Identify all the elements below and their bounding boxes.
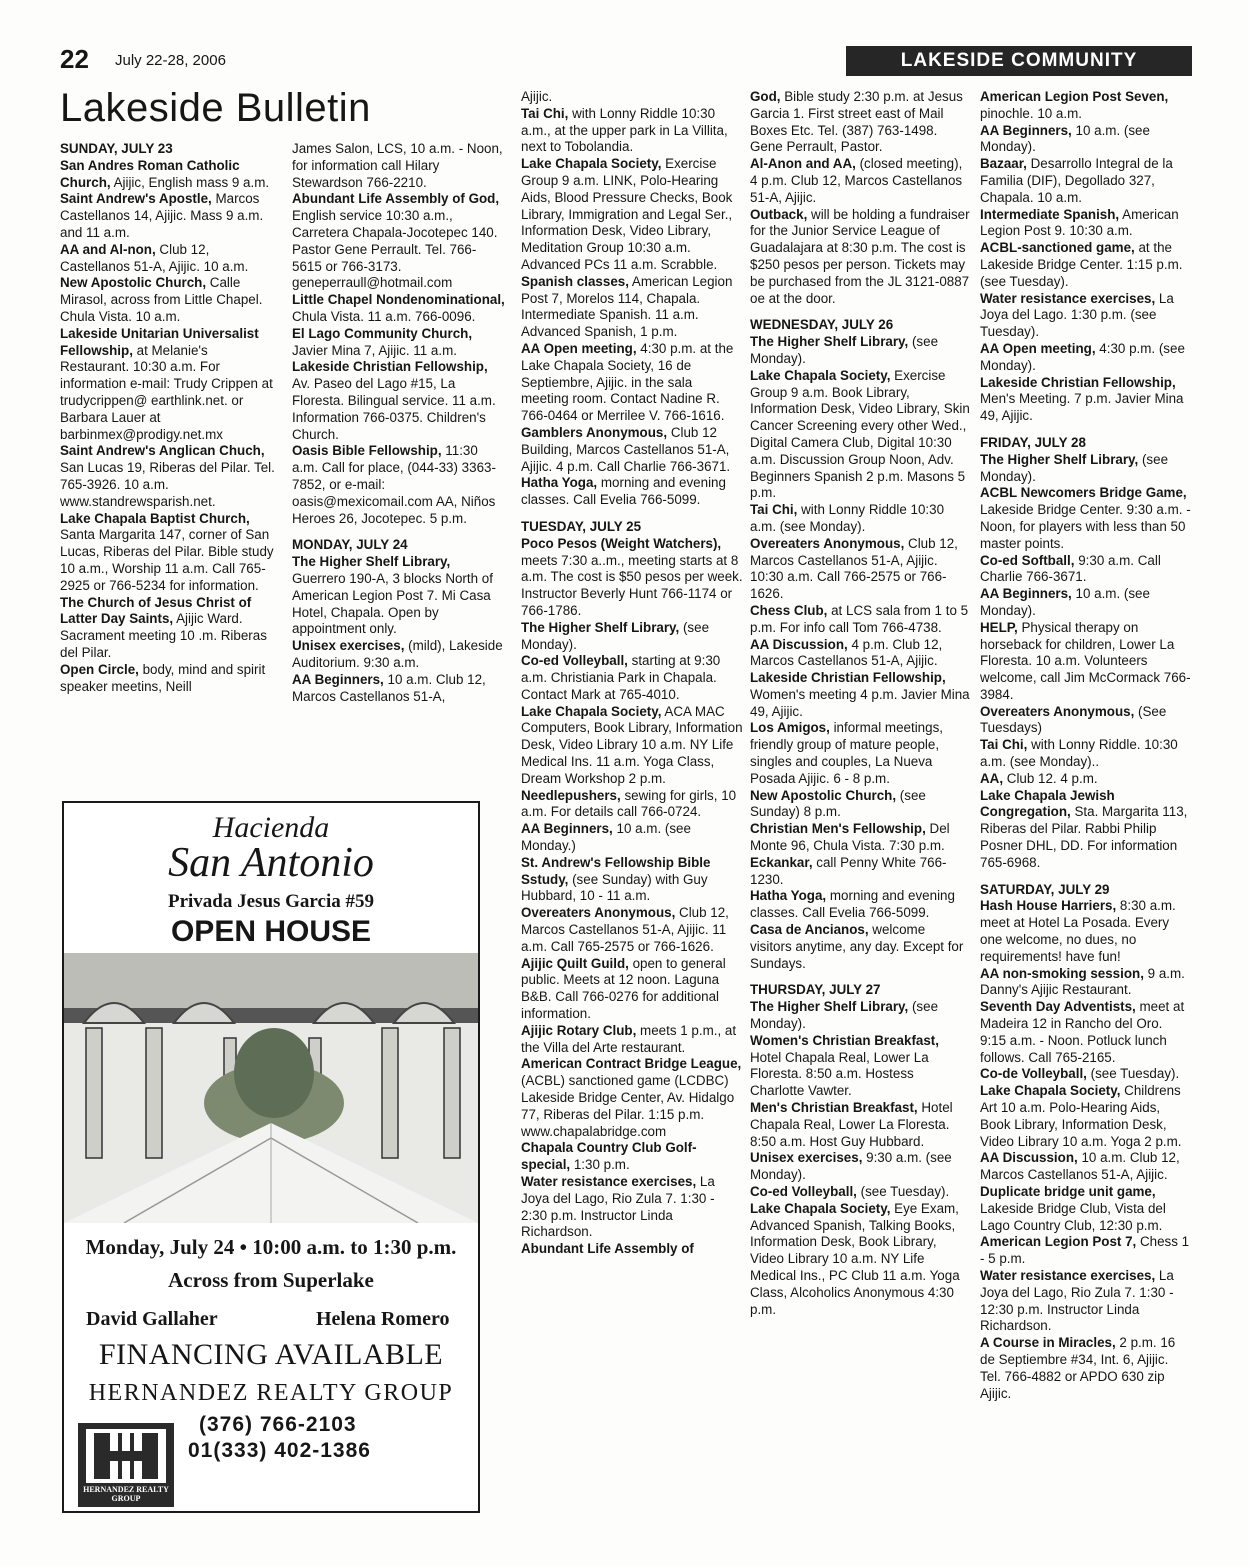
event-name: American Contract Bridge League, — [521, 1056, 742, 1072]
bulletin-entry — [521, 821, 743, 855]
bulletin-entry — [750, 670, 970, 720]
event-name: Al-Anon and AA, — [750, 156, 856, 172]
bulletin-entry — [60, 158, 278, 192]
event-details: Ajijic Ward. Sacrament meeting 10 .m. Riberas del Pilar. — [60, 611, 267, 660]
event-details: ACA MAC Computers, Book Library, Information Desk, Video Library 10 a.m. NY Life Medical Ins. 11 a.m. Yoga Class, Dream Workshop 2 p.m. — [521, 703, 743, 786]
bulletin-column-4 — [750, 89, 970, 1534]
bulletin-entry — [292, 292, 506, 326]
event-details: Hotel Chapala Real, Lower La Floresta. 8:50 a.m. Hostess Charlotte Vawter. — [750, 1049, 929, 1099]
section-banner: LAKESIDE COMMUNITY — [846, 46, 1192, 76]
event-details: body, mind and spirit speaker meetins, Neill — [60, 661, 266, 694]
event-details: (see Monday). — [980, 451, 1169, 484]
event-details: Sta. Margarita 113, Riberas del Pilar. Rabbi Philip Posner DHL, DD. For information 765-6968. — [980, 804, 1188, 870]
event-details: Ajijic, English mass 9 a.m. — [110, 174, 270, 190]
bulletin-entry — [980, 1335, 1192, 1402]
bulletin-entry — [521, 536, 743, 620]
bulletin-entry — [292, 672, 506, 706]
hacienda-ad — [62, 801, 480, 1513]
bulletin-column-3 — [521, 89, 743, 1534]
event-name: AA Discussion, — [980, 1150, 1078, 1166]
ad-financing: FINANCING AVAILABLE — [98, 1338, 444, 1371]
day-heading: THURSDAY, JULY 27 — [750, 982, 881, 998]
event-name: San Andres Roman Catholic Church, — [60, 157, 240, 190]
event-details: 10 a.m. (see Monday). — [980, 122, 1150, 155]
event-details: (see Monday). — [750, 334, 939, 366]
event-name: Lake Chapala Society, — [750, 367, 891, 383]
bulletin-entry — [980, 1184, 1192, 1234]
bulletin-entry — [750, 1201, 970, 1319]
ad-brand-line1: Hacienda — [212, 811, 330, 844]
event-details: Bible study 2:30 p.m. at Jesus Garcia 1. First street east of Mail Boxes Etc. Tel. (387) 763-1498. Gene Perrault, Pastor. — [750, 89, 963, 155]
bulletin-entry — [292, 554, 506, 638]
event-details: Exercise Group 9 a.m. LINK, Polo-Hearing Aids, Blood Pressure Checks, Book Library, Immigration and Legal Ser., Information Desk, Video Library, Meditation Group 10:30 a.m. Advanced PCs 11 a.m. Scrabble. — [521, 156, 733, 272]
day-heading: SUNDAY, JULY 23 — [60, 141, 173, 156]
ad-agent-1: David Gallaher — [86, 1308, 218, 1330]
event-details: Santa Margarita 147, corner of San Lucas, Riberas del Pilar. Bible study 10 a.m., Worship 11 a.m. Call 765-2925 or 766-5234 for information. — [60, 527, 274, 593]
event-details: Calle Mirasol, across from Little Chapel. Chula Vista. 10 a.m. — [60, 275, 263, 324]
bulletin-entry — [980, 788, 1192, 872]
bulletin-entry — [980, 1150, 1192, 1184]
event-details: with Lonny Riddle. 10:30 a.m. (see Monday).. — [980, 737, 1178, 770]
event-details: 8:30 a.m. meet at Hotel La Posada. Every one welcome, no dues, no requirements! have fun! — [980, 898, 1176, 964]
bulletin-entry — [521, 1241, 743, 1258]
event-name: Intermediate Spanish, — [980, 206, 1120, 222]
day-heading: SATURDAY, JULY 29 — [980, 881, 1110, 897]
bulletin-column-1 — [60, 141, 278, 781]
event-name: The Church of Jesus Christ of Latter Day Saints, — [60, 594, 252, 627]
event-details: Eye Exam, Advanced Spanish, Talking Books, Information Desk, Book Library, Video Library 10 a.m. NY Life Medical Ins., PC Club 11 a.m. Yoga Class, Alcoholics Anonymous 4:30 p.m. — [750, 1200, 960, 1317]
event-name: AA Open meeting, — [980, 340, 1096, 356]
event-details: American Legion Post 7, Morelos 114, Chapala. Intermediate Spanish. 11 a.m. Advanced Spanish, 1 p.m. — [521, 273, 733, 340]
event-name: The Higher Shelf Library, — [750, 999, 909, 1015]
bulletin-entry — [60, 595, 278, 662]
event-name: AA, — [980, 770, 1004, 786]
bulletin-entry — [60, 191, 278, 241]
event-details: (closed meeting), 4 p.m. Club 12, Marcos Castellanos 51-A, Ajijic. — [750, 156, 963, 205]
bulletin-entry — [980, 341, 1192, 375]
event-details: 1:30 p.m. — [570, 1157, 630, 1173]
event-name: HELP, — [980, 619, 1018, 635]
bulletin-entry — [521, 274, 743, 341]
event-name: Lakeside Unitarian Universalist Fellowship, — [60, 325, 259, 358]
event-name: New Apostolic Church, — [750, 787, 897, 803]
event-details: Chula Vista. 11 a.m. 766-0096. — [292, 308, 476, 324]
event-details: 10 a.m. (see Monday.) — [521, 821, 691, 854]
event-details: starting at 9:30 a.m. Christiania Park in Chapala. Contact Mark at 765-4010. — [521, 653, 721, 702]
event-details: Desarrollo Integral de la Familia (DIF), Degollado 327, Chapala. 10 a.m. — [980, 156, 1173, 205]
event-details: Guerrero 190-A, 3 blocks North of American Legion Post 7. Mi Casa Hotel, Chapala. Open by appointment only. — [292, 570, 493, 637]
event-details: Men's Meeting. 7 p.m. Javier Mina 49, Ajijic. — [980, 391, 1184, 424]
bulletin-entry — [750, 855, 970, 889]
ad-address: Privada Jesus Garcia #59 — [167, 891, 374, 912]
event-name: AA Beginners, — [521, 821, 613, 837]
day-heading: FRIDAY, JULY 28 — [980, 434, 1086, 450]
event-details: Club 12, Castellanos 51-A, Ajijic. 10 a.m. — [60, 241, 249, 274]
bulletin-entry — [750, 1184, 970, 1201]
event-details: meets 1 p.m., at the Villa del Arte restaurant. — [521, 1022, 737, 1055]
bulletin-entry — [980, 966, 1192, 1000]
event-details: with Lonny Riddle 10:30 a.m. (see Monday). — [750, 502, 945, 534]
event-details: informal meetings, friendly group of mature people, singles and couples, La Nueva Posada Ajijic. 6 - 8 p.m. — [750, 720, 943, 786]
event-name: New Apostolic Church, — [60, 275, 207, 291]
bulletin-entry — [292, 326, 506, 360]
event-name: Abundant Life Assembly of God, — [292, 191, 500, 207]
bulletin-entry — [60, 326, 278, 444]
bulletin-entry — [980, 737, 1192, 771]
event-details: will be holding a fundraiser for the Junior Service League of Guadalajara at 8:30 p.m. The cost is $250 pesos per person. Tickets may be purchased from the JL 3121-0887 oe at the door. — [750, 206, 970, 306]
event-name: Poco Pesos (Weight Watchers), — [521, 535, 722, 551]
event-name: Unisex exercises, — [750, 1150, 863, 1166]
logo-text: HERNANDEZ REALTY GROUP — [83, 1485, 169, 1503]
event-name: Outback, — [750, 206, 808, 222]
event-name: Little Chapel Nondenominational, — [292, 292, 505, 308]
event-details: Club 12. 4 p.m. — [1003, 770, 1098, 786]
event-details: with Lonny Riddle 10:30 a.m., at the upper park in La Villita, next to Tobolandia. — [521, 105, 728, 155]
bulletin-entry — [521, 1140, 743, 1174]
bulletin-entry — [980, 1066, 1192, 1083]
event-details: Ajijic. — [521, 89, 553, 104]
event-details: Del Monte 96, Chula Vista. 7:30 p.m. — [750, 821, 950, 854]
event-details: (see Sunday) with Guy Hubbard, 10 - 11 a.m. — [521, 871, 708, 904]
event-details: at Melanie's Restaurant. 10:30 a.m. For information e-mail: Trudy Crippen at trudycrippen@ earthlink.net. or Barbara Lauer at barbinmex@prodigy.net.mx — [60, 342, 273, 442]
event-name: Chess Club, — [750, 602, 828, 618]
event-name: Chapala Country Club Golf-special, — [521, 1140, 697, 1173]
bulletin-entry — [521, 653, 743, 703]
event-name: Seventh Day Adventists, — [980, 999, 1136, 1015]
event-name: Lakeside Christian Fellowship, — [750, 670, 946, 686]
event-details: (see Monday). — [521, 619, 710, 652]
event-name: Lakeside Christian Fellowship, — [980, 374, 1176, 390]
bulletin-entry — [521, 475, 743, 509]
event-details: 11:30 a.m. Call for place, (044-33) 3363-7852, or e-mail: oasis@mexicomail.com AA, Niños Heroes 26, Jocotepec. 5 p.m. — [292, 443, 496, 526]
event-name: Lake Chapala Society, — [521, 703, 662, 719]
ad-headline: OPEN HOUSE — [170, 915, 372, 948]
event-name: Co-ed Softball, — [980, 552, 1075, 568]
event-name: Hash House Harriers, — [980, 898, 1117, 914]
event-name: Saint Andrew's Apostle, — [60, 191, 212, 207]
bulletin-entry — [521, 1174, 743, 1241]
event-details: sewing for girls, 10 a.m. For details call 766-0724. — [521, 787, 737, 820]
event-details: open to general public. Meets at 12 noon. Laguna B&B. Call 766-0276 for additional information. — [521, 955, 726, 1022]
event-details: La Joya del Lago, Rio Zula 7. 1:30 - 12:30 p.m. Instructor Linda Richardson. — [980, 1267, 1174, 1334]
event-name: American Legion Post Seven, — [980, 89, 1169, 104]
bulletin-column-5 — [980, 89, 1192, 1534]
bulletin-column-2 — [292, 141, 506, 781]
ad-brand-line2: San Antonio — [168, 840, 374, 886]
bulletin-entry — [750, 1100, 970, 1150]
bulletin-entry — [980, 704, 1192, 738]
bulletin-entry — [980, 156, 1192, 206]
event-name: Hatha Yoga, — [521, 475, 598, 491]
event-details: English service 10:30 a.m., Carretera Chapala-Jocotepec 140. Pastor Gene Perrault. Tel. 766-5615 or 766-3173. geneperraull@hotmail.com — [292, 208, 498, 291]
event-name: Lake Chapala Baptist Church, — [60, 510, 250, 526]
event-name: The Higher Shelf Library, — [980, 451, 1139, 467]
ad-company: HERNANDEZ REALTY GROUP — [88, 1380, 454, 1406]
bulletin-entry — [750, 888, 970, 922]
event-name: Overeaters Anonymous, — [521, 905, 676, 921]
event-name: Co-de Volleyball, — [980, 1066, 1087, 1082]
event-name: AA Beginners, — [292, 671, 384, 687]
bulletin-entry — [980, 1268, 1192, 1335]
bulletin-entry — [521, 704, 743, 788]
bulletin-entry — [750, 821, 970, 855]
event-details: Lakeside Bridge Center. 9:30 a.m. - Noon, for players with less than 50 master points. — [980, 502, 1191, 551]
event-name: Bazaar, — [980, 156, 1027, 172]
event-details: Lakeside Bridge Club, Vista del Lago Country Club, 12:30 p.m. — [980, 1200, 1166, 1233]
event-name: Oasis Bible Fellowship, — [292, 443, 442, 459]
bulletin-entry — [292, 443, 506, 527]
bulletin-entry — [980, 240, 1192, 290]
bulletin-entry — [521, 1023, 743, 1057]
bulletin-entry — [60, 275, 278, 325]
bulletin-entry — [521, 425, 743, 475]
bulletin-entry — [750, 502, 970, 536]
event-details: Club 12 Building, Marcos Castellanos 51-A, Ajijic. 4 p.m. Call Charlie 766-3671. — [521, 424, 731, 474]
event-name: Open Circle, — [60, 661, 139, 677]
day-heading: MONDAY, JULY 24 — [292, 537, 408, 553]
event-details: Childrens Art 10 a.m. Polo-Hearing Aids, Book Library, Information Desk, Video Library 10 a.m. Yoga 2 p.m. — [980, 1083, 1182, 1149]
bulletin-entry — [980, 89, 1192, 123]
bulletin-entry — [292, 359, 506, 443]
bulletin-entry — [521, 341, 743, 425]
bulletin-entry — [521, 156, 743, 274]
event-details: 2 p.m. 16 de Septiembre #34, Int. 6, Ajijic. Tel. 766-4882 or APDO 630 zip Ajijic. — [980, 1335, 1176, 1401]
event-name: ACBL Newcomers Bridge Game, — [980, 485, 1187, 501]
event-details: Physical therapy on horseback for children, Lower La Floresta. 10 a.m. Volunteers welcome, call Jim McCormack 766-3984. — [980, 619, 1191, 702]
event-details: welcome visitors anytime, any day. Except for Sundays. — [750, 922, 964, 971]
event-details: morning and evening classes. Call Evelia 766-5099. — [750, 888, 955, 921]
bulletin-entry — [521, 788, 743, 822]
bulletin-entry — [521, 855, 743, 905]
event-details: at the Lakeside Bridge Center. 1:15 p.m. (see Tuesday). — [980, 240, 1183, 289]
event-name: Christian Men's Fellowship, — [750, 821, 926, 837]
event-name: Lake Chapala Society, — [980, 1083, 1121, 1099]
bulletin-entry — [521, 905, 743, 955]
event-details: (See Tuesdays) — [980, 703, 1167, 736]
bulletin-entry — [60, 443, 278, 510]
event-details: Club 12, Marcos Castellanos 51-A, Ajijic. 10:30 a.m. Call 766-2575 or 766-1626. — [750, 535, 958, 602]
bulletin-entry — [980, 553, 1192, 587]
bulletin-entry — [750, 1033, 970, 1100]
event-name: Saint Andrew's Anglican Chuch, — [60, 443, 265, 459]
event-details: Chess 1 - 5 p.m. — [980, 1234, 1190, 1267]
bulletin-entry — [60, 511, 278, 595]
event-details: (see Monday). — [750, 999, 939, 1032]
event-details: La Joya del Lago. 1:30 p.m. (see Tuesday). — [980, 290, 1174, 340]
event-name: AA and Al-non, — [60, 241, 156, 257]
courtyard-photo — [64, 953, 478, 1223]
event-details: 4:30 p.m. (see Monday). — [980, 340, 1185, 373]
event-name: Co-ed Volleyball, — [521, 653, 628, 669]
bulletin-entry — [750, 720, 970, 787]
event-details: 4 p.m. Club 12, Marcos Castellanos 51-A, Ajijic. — [750, 636, 943, 669]
event-name: Tai Chi, — [750, 502, 798, 518]
event-name: Women's Christian Breakfast, — [750, 1032, 939, 1048]
event-details: call Penny White 766-1230. — [750, 854, 947, 887]
event-name: El Lago Community Church, — [292, 325, 473, 341]
event-name: The Higher Shelf Library, — [521, 619, 680, 635]
event-details: morning and evening classes. Call Evelia 766-5099. — [521, 475, 726, 508]
event-details: meet at Madeira 12 in Rancho del Oro. 9:15 a.m. - Noon. Potluck lunch follows. Call 765-2165. — [980, 999, 1185, 1065]
ad-phone-1: (376) 766-2103 — [199, 1413, 357, 1436]
event-name: AA non-smoking session, — [980, 965, 1144, 981]
event-details: Hotel Chapala Real, Lower La Floresta. 8:50 a.m. Host Guy Hubbard. — [750, 1100, 953, 1149]
event-details: 10 a.m. Club 12, Marcos Castellanos 51-A, — [292, 671, 486, 704]
bulletin-entry — [980, 586, 1192, 620]
event-details: (see Tuesday). — [1086, 1066, 1180, 1082]
event-name: American Legion Post 7, — [980, 1234, 1137, 1250]
event-name: Abundant Life Assembly of — [521, 1241, 694, 1257]
event-details: meets 7:30 a..m., meeting starts at 8 a.m. The cost is $50 pesos per week. Instructor Beverly Hunt 766-1174 or 766-1786. — [521, 552, 743, 618]
event-name: The Higher Shelf Library, — [750, 334, 909, 350]
event-details: 10 a.m. Club 12, Marcos Castellanos 51-A, Ajijic. — [980, 1150, 1180, 1183]
bulletin-entry — [750, 334, 970, 368]
bulletin-entry — [750, 89, 970, 156]
ad-location: Across from Superlake — [168, 1268, 374, 1292]
ad-phone-2: 01(333) 402-1386 — [188, 1439, 371, 1462]
event-name: Duplicate bridge unit game, — [980, 1184, 1156, 1199]
event-name: Needlepushers, — [521, 787, 621, 803]
bulletin-entry — [521, 89, 743, 106]
bulletin-entry — [980, 898, 1192, 965]
bulletin-entry — [980, 375, 1192, 425]
bulletin-entry — [521, 956, 743, 1023]
event-name: Casa de Ancianos, — [750, 922, 869, 938]
event-details: 4:30 p.m. at the Lake Chapala Society, 16 de Septiembre, Ajijic. in the sala meeting room. Contact Nadine R. 766-0464 or Merrilee V. 766-1616. — [521, 340, 734, 424]
event-name: A Course in Miracles, — [980, 1335, 1116, 1351]
bulletin-entry — [980, 1234, 1192, 1268]
bulletin-entry — [60, 662, 278, 696]
bulletin-entry — [750, 207, 970, 308]
event-details: Av. Paseo del Lago #15, La Floresta. Bilingual service. 11 a.m. Information 766-0375. Children's Church. — [292, 376, 496, 442]
bulletin-entry — [980, 123, 1192, 157]
event-details: (see Sunday) 8 p.m. — [750, 787, 926, 820]
bulletin-entry — [750, 368, 970, 502]
bulletin-entry — [750, 156, 970, 206]
bulletin-entry — [750, 1150, 970, 1184]
event-name: AA Beginners, — [980, 586, 1072, 602]
event-name: St. Andrew's Fellowship Bible Sstudy, — [521, 854, 711, 887]
event-details: (see Tuesday). — [856, 1184, 950, 1199]
bulletin-entry — [521, 106, 743, 156]
event-details: San Lucas 19, Riberas del Pilar. Tel. 765-3926. 10 a.m. www.standrewsparish.net. — [60, 460, 275, 509]
bulletin-entry — [980, 452, 1192, 486]
bulletin-entry — [292, 141, 506, 191]
event-name: Los Amigos, — [750, 720, 830, 736]
issue-date: July 22-28, 2006 — [115, 52, 226, 69]
bulletin-entry — [750, 922, 970, 972]
bulletin-entry — [292, 638, 506, 672]
bulletin-entry — [980, 207, 1192, 241]
event-details: pinochle. 10 a.m. — [980, 105, 1082, 121]
page-header — [60, 44, 1192, 84]
bulletin-entry — [750, 637, 970, 671]
bulletin-entry — [980, 485, 1192, 552]
event-name: God, — [750, 89, 781, 104]
event-name: Ajijic Quilt Guild, — [521, 955, 629, 971]
day-heading: TUESDAY, JULY 25 — [521, 518, 642, 534]
bulletin-entry — [980, 291, 1192, 341]
event-name: Ajijic Rotary Club, — [521, 1022, 637, 1038]
ad-agent-2: Helena Romero — [316, 1308, 450, 1330]
event-details: Club 12, Marcos Castellanos 51-A, Ajijic. 11 a.m. Call 765-2575 or 766-1626. — [521, 905, 729, 954]
event-name: Water resistance exercises, — [521, 1174, 697, 1189]
event-details: (ACBL) sanctioned game (LCDBC) Lakeside Bridge Center, Av. Hidalgo 77, Riberas del Pilar. 1:15 p.m. www.chapalabridge.com — [521, 1073, 735, 1139]
event-name: Lake Chapala Society, — [750, 1200, 891, 1216]
event-name: Tai Chi, — [980, 737, 1028, 753]
event-details: La Joya del Lago, Rio Zula 7. 1:30 - 2:30 p.m. Instructor Linda Richardson. — [521, 1174, 715, 1240]
ad-schedule: Monday, July 24 • 10:00 a.m. to 1:30 p.m. — [85, 1235, 457, 1259]
event-name: Water resistance exercises, — [980, 290, 1156, 306]
bulletin-entry — [980, 1083, 1192, 1150]
event-details: Marcos Castellanos 14, Ajijic. Mass 9 a.m. and 11 a.m. — [60, 191, 264, 240]
bulletin-entry — [750, 603, 970, 637]
event-name: Lake Chapala Jewish Congregation, — [980, 787, 1115, 820]
event-details: 10 a.m. (see Monday). — [980, 586, 1150, 618]
bulletin-entry — [521, 1056, 743, 1140]
event-details: 9:30 a.m. (see Monday). — [750, 1150, 952, 1183]
event-name: ACBL-sanctioned game, — [980, 240, 1135, 256]
page-number: 22 — [60, 44, 89, 74]
event-details: 9:30 a.m. Call Charlie 766-3671. — [980, 552, 1161, 585]
event-name: Spanish classes, — [521, 273, 629, 289]
event-name: Overeaters Anonymous, — [750, 535, 905, 551]
event-details: Exercise Group 9 a.m. Book Library, Information Desk, Video Library, Skin Cancer Screening every other Wed., Digital Camera Club, Digital 10:30 a.m. Discussion Group Noon, Adv. Beginners Spanish 2 p.m. Masons 5 p.m. — [750, 367, 970, 501]
bulletin-entry — [980, 999, 1192, 1066]
event-name: Co-ed Volleyball, — [750, 1184, 857, 1199]
bulletin-entry — [750, 999, 970, 1033]
event-details: Women's meeting 4 p.m. Javier Mina 49, Ajijic. — [750, 686, 970, 719]
event-name: Lake Chapala Society, — [521, 156, 662, 172]
event-name: Eckankar, — [750, 854, 813, 870]
event-name: AA Open meeting, — [521, 340, 637, 356]
bulletin-entry — [750, 536, 970, 603]
bulletin-entry — [292, 191, 506, 292]
event-name: Lakeside Christian Fellowship, — [292, 359, 488, 375]
event-details: James Salon, LCS, 10 a.m. - Noon, for information call Hilary Stewardson 766-2210. — [292, 141, 503, 190]
event-name: AA Beginners, — [980, 122, 1072, 138]
event-name: Unisex exercises, — [292, 638, 405, 654]
event-name: Hatha Yoga, — [750, 888, 827, 904]
event-details: 9 a.m. Danny's Ajijic Restaurant. — [980, 965, 1185, 998]
bulletin-entry — [980, 771, 1192, 788]
page-title: Lakeside Bulletin — [60, 86, 371, 130]
bulletin-entry — [750, 788, 970, 822]
event-name: Gamblers Anonymous, — [521, 424, 668, 440]
event-name: Tai Chi, — [521, 105, 569, 121]
bulletin-entry — [60, 242, 278, 276]
event-name: Overeaters Anonymous, — [980, 703, 1135, 719]
day-heading: WEDNESDAY, JULY 26 — [750, 317, 894, 333]
event-details: (mild), Lakeside Auditorium. 9:30 a.m. — [292, 638, 503, 670]
event-name: AA Discussion, — [750, 636, 848, 652]
event-details: Javier Mina 7, Ajijic. 11 a.m. — [292, 342, 457, 358]
bulletin-entry — [521, 620, 743, 654]
bulletin-entry — [980, 620, 1192, 704]
event-name: Men's Christian Breakfast, — [750, 1100, 918, 1116]
event-details: American Legion Post 9. 10:30 a.m. — [980, 206, 1179, 239]
event-name: The Higher Shelf Library, — [292, 554, 451, 570]
event-name: Water resistance exercises, — [980, 1267, 1156, 1283]
event-details: at LCS sala from 1 to 5 p.m. For info call Tom 766-4738. — [750, 602, 969, 635]
